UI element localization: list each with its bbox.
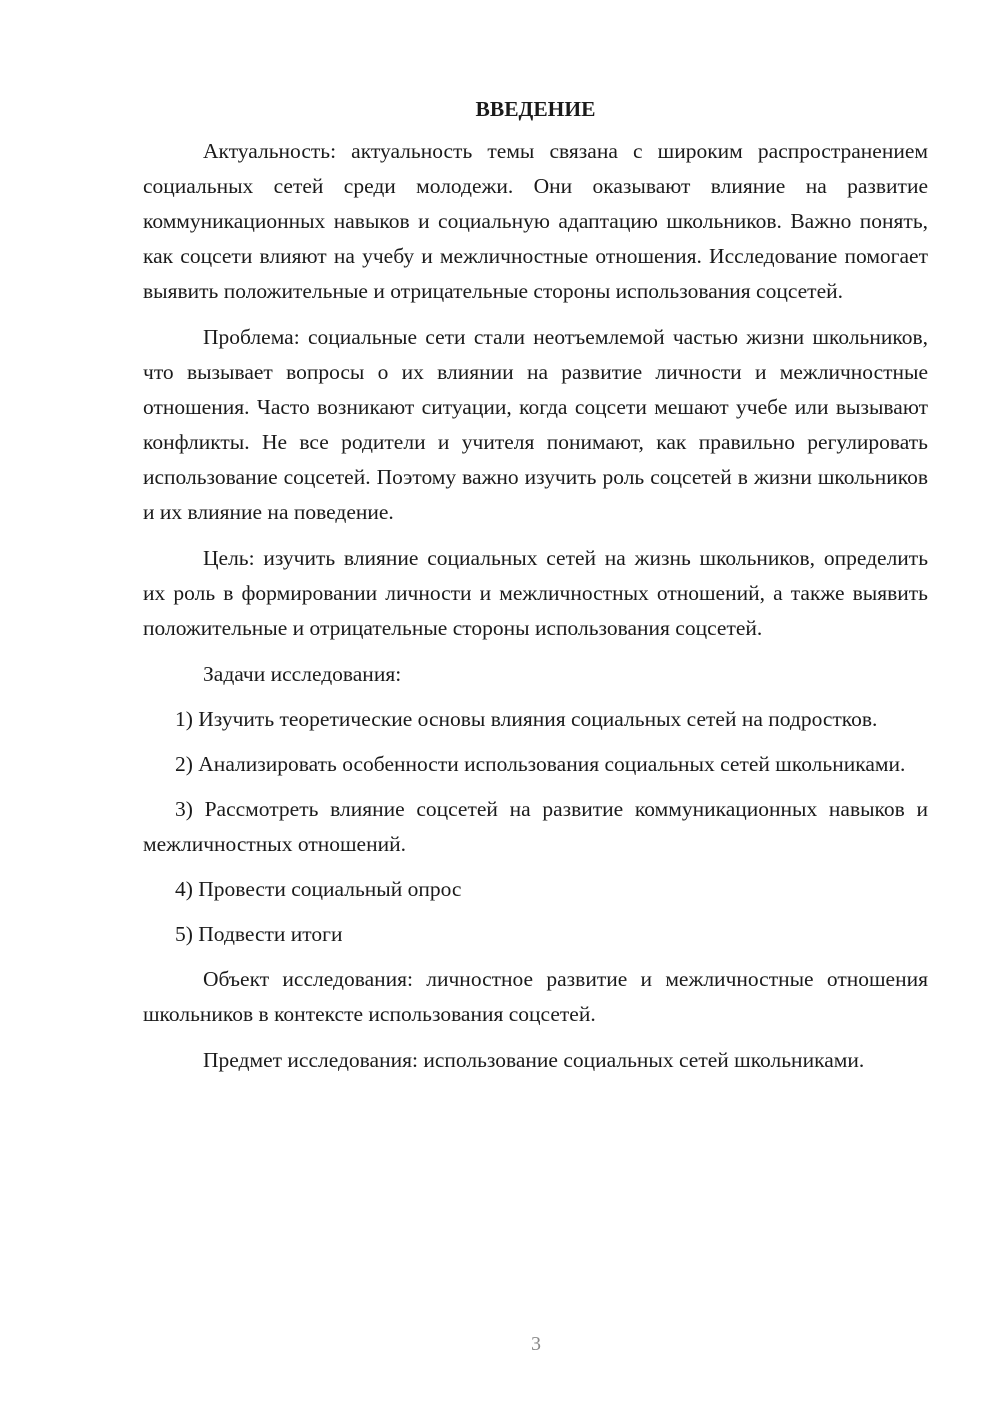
task-item-2: 2) Анализировать особенности использования социальных сетей школьниками. bbox=[175, 752, 906, 776]
subject-paragraph: Предмет исследования: использование социальных сетей школьниками. bbox=[203, 1048, 865, 1072]
task-item-1: 1) Изучить теоретические основы влияния социальных сетей на подростков. bbox=[175, 707, 878, 731]
section-title: ВВЕДЕНИЕ bbox=[475, 97, 596, 121]
task-item-5: 5) Подвести итоги bbox=[175, 922, 343, 946]
document-page bbox=[143, 92, 928, 1089]
problem-paragraph: Проблема: социальные сети стали неотъемлемой частью жизни школьников, что вызывает вопросы о их влиянии на развитие личности и межличностные отношения. Часто возникают ситуации, когда соцсети мешают учебе или вызывают конфликты. Не все родители и учителя понимают, как правильно регулировать использование соцсетей. Поэтому важно изучить роль соцсетей в жизни школьников и их влияние на поведение. bbox=[143, 325, 928, 524]
goal-paragraph: Цель: изучить влияние социальных сетей на жизнь школьников, определить их роль в формировании личности и межличностных отношений, а также выявить положительные и отрицательные стороны использования соцсетей. bbox=[143, 546, 928, 640]
task-item-3: 3) Рассмотреть влияние соцсетей на развитие коммуникационных навыков и межличностных отношений. bbox=[143, 797, 928, 856]
object-paragraph: Объект исследования: личностное развитие и межличностные отношения школьников в контексте использования соцсетей. bbox=[143, 967, 928, 1026]
page-number: 3 bbox=[531, 1333, 541, 1355]
tasks-heading: Задачи исследования: bbox=[203, 662, 402, 686]
relevance-paragraph: Актуальность: актуальность темы связана с широким распространением социальных сетей среди молодежи. Они оказывают влияние на развитие коммуникационных навыков и социальную адаптацию школьников. Важно понять, как соцсети влияют на учебу и межличностные отношения. Исследование помогает выявить положительные и отрицательные стороны использования соцсетей. bbox=[143, 139, 928, 303]
task-item-4: 4) Провести социальный опрос bbox=[175, 877, 462, 901]
